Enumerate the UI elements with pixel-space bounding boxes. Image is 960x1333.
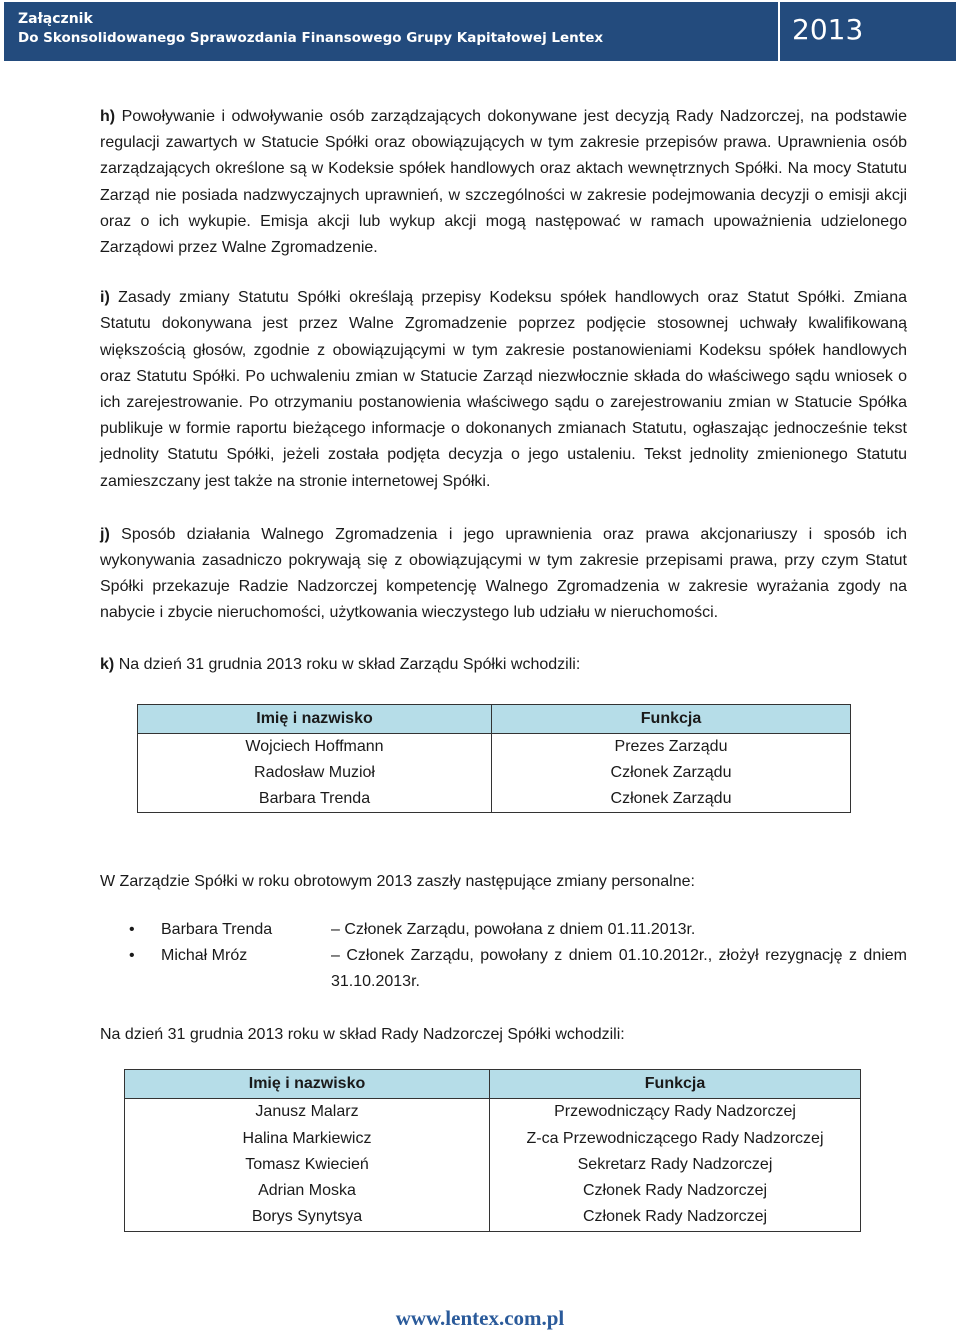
table-row <box>138 786 851 813</box>
table-row <box>138 760 851 786</box>
section-i-text: Zasady zmiany Statutu Spółki określają przepisy Kodeksu spółek handlowych oraz Statut Spółki. Zmiana Statutu dokonywana jest przez Walne Zgromadzenie poprzez podjęcie stosownej uchwały kwalifikowaną większością głosów, zgodnie z obowiązującymi w tym zakresie postanowieniami Kodeksu spółek handlowych oraz Statutu Spółki. Po uchwaleniu zmian w Statucie Zarząd niezwłocznie składa do właściwego sądu wniosek o ich zarejestrowanie. Po otrzymaniu postanowienia właściwego sądu o zarejestrowaniu zmian w Statucie Spółka publikuje w formie raportu bieżącego informacje o dokonanych zmianach Statutu, ogłaszając jednocześnie tekst jednolity Statutu Spółki, jeżeli została podjęta decyzja o jego ustaleniu. Tekst jednolity zmienionego Statutu zamieszczany jest także na stronie internetowej Spółki. <box>100 289 907 490</box>
table-cell-name: Barbara Trenda <box>138 786 492 813</box>
management-board-table <box>137 704 851 814</box>
table-cell-name: Wojciech Hoffmann <box>138 733 492 760</box>
section-i-label: i) <box>100 289 110 307</box>
list-item <box>100 917 907 943</box>
section-j-text: Sposób działania Walnego Zgromadzenia i jego uprawnienia oraz prawa akcjonariuszy i sposób ich wykonywania zasadniczo pokrywają się z obowiązującymi w tym zakresie przepisami prawa, przy czym Statut Spółki przekazuje Radzie Nadzorczej kompetencję Walnego Zgromadzenia w zakresie wyrażania zgody na nabycie i zbycie nieruchomości, użytkowania wieczystego lub udziału w nieruchomości. <box>100 525 907 622</box>
section-h <box>100 104 907 261</box>
table-cell-function: Sekretarz Rady Nadzorczej <box>490 1152 861 1178</box>
column-header-function: Funkcja <box>490 1070 861 1099</box>
footer-url[interactable]: www.lentex.com.pl <box>395 1306 565 1330</box>
section-k <box>100 652 907 678</box>
section-j-label: j) <box>100 525 110 543</box>
list-item <box>100 943 907 995</box>
header-title: Załącznik <box>18 11 93 27</box>
table-header-row <box>125 1070 861 1099</box>
table-row <box>125 1126 861 1152</box>
section-j <box>100 522 907 627</box>
table-cell-name: Radosław Muzioł <box>138 760 492 786</box>
table-cell-name: Janusz Malarz <box>125 1099 490 1126</box>
supervisory-board-intro: Na dzień 31 grudnia 2013 roku w skład Rady Nadzorczej Spółki wchodzili: <box>100 1026 625 1044</box>
supervisory-board-table <box>124 1069 861 1231</box>
section-h-label: h) <box>100 108 116 125</box>
table-cell-function: Przewodniczący Rady Nadzorczej <box>490 1099 861 1126</box>
table-row <box>125 1204 861 1231</box>
personnel-changes-intro: W Zarządzie Spółki w roku obrotowym 2013 zaszły następujące zmiany personalne: <box>100 873 695 891</box>
table-cell-name: Borys Synytsya <box>125 1204 490 1231</box>
table-row <box>125 1178 861 1204</box>
column-header-name: Imię i nazwisko <box>138 704 492 733</box>
change-person-name: Barbara Trenda <box>161 920 273 938</box>
table-cell-function: Z-ca Przewodniczącego Rady Nadzorczej <box>490 1126 861 1152</box>
table-row <box>138 733 851 760</box>
table-cell-function: Członek Zarządu <box>492 760 851 786</box>
section-k-label: k) <box>100 655 115 673</box>
column-header-name: Imię i nazwisko <box>125 1070 490 1099</box>
table-cell-function: Prezes Zarządu <box>492 733 851 760</box>
document-body <box>100 104 907 1232</box>
table-cell-function: Członek Rady Nadzorczej <box>490 1178 861 1204</box>
header-year: 2013 <box>792 13 864 46</box>
table-header-row <box>138 704 851 733</box>
table-row <box>125 1099 861 1126</box>
change-description: – Członek Zarządu, powołany z dniem 01.10.2012r., złożył rezygnację z dniem 31.10.2013r. <box>331 946 907 991</box>
personnel-changes-list <box>100 917 907 996</box>
header-subtitle: Do Skonsolidowanego Sprawozdania Finansowego Grupy Kapitałowej Lentex <box>18 30 604 46</box>
header-divider <box>778 2 780 61</box>
table-cell-name: Halina Markiewicz <box>125 1126 490 1152</box>
page-header <box>4 2 956 61</box>
table-cell-name: Adrian Moska <box>125 1178 490 1204</box>
change-description: – Członek Zarządu, powołana z dniem 01.11.2013r. <box>331 920 696 938</box>
change-person-name: • Michał Mróz <box>161 946 248 964</box>
table-cell-function: Członek Rady Nadzorczej <box>490 1204 861 1231</box>
section-h-text: Powoływanie i odwoływanie osób zarządzających dokonywane jest decyzją Rady Nadzorczej, na podstawie regulacji zawartych w Statucie Spółki oraz obowiązujących w tym zakresie przepisów prawa. Uprawnienia osób zarządzających określone są w Kodeksie spółek handlowych oraz aktach wewnętrznych Spółki. Na mocy Statutu Zarząd nie posiada nadzwyczajnych uprawnień, w szczególności w zakresie podejmowania decyzji o emisji akcji oraz o ich wykupie. Emisja akcji lub wykup akcji mogą następować w ramach upoważnienia udzielonego Zarządowi przez Walne Zgromadzenie. <box>100 108 908 257</box>
table-cell-function: Członek Zarządu <box>492 786 851 813</box>
column-header-function: Funkcja <box>492 704 851 733</box>
section-i <box>100 285 907 495</box>
section-k-text: Na dzień 31 grudnia 2013 roku w skład Zarządu Spółki wchodzili: <box>118 655 581 673</box>
table-row <box>125 1152 861 1178</box>
table-cell-name: Tomasz Kwiecień <box>125 1152 490 1178</box>
